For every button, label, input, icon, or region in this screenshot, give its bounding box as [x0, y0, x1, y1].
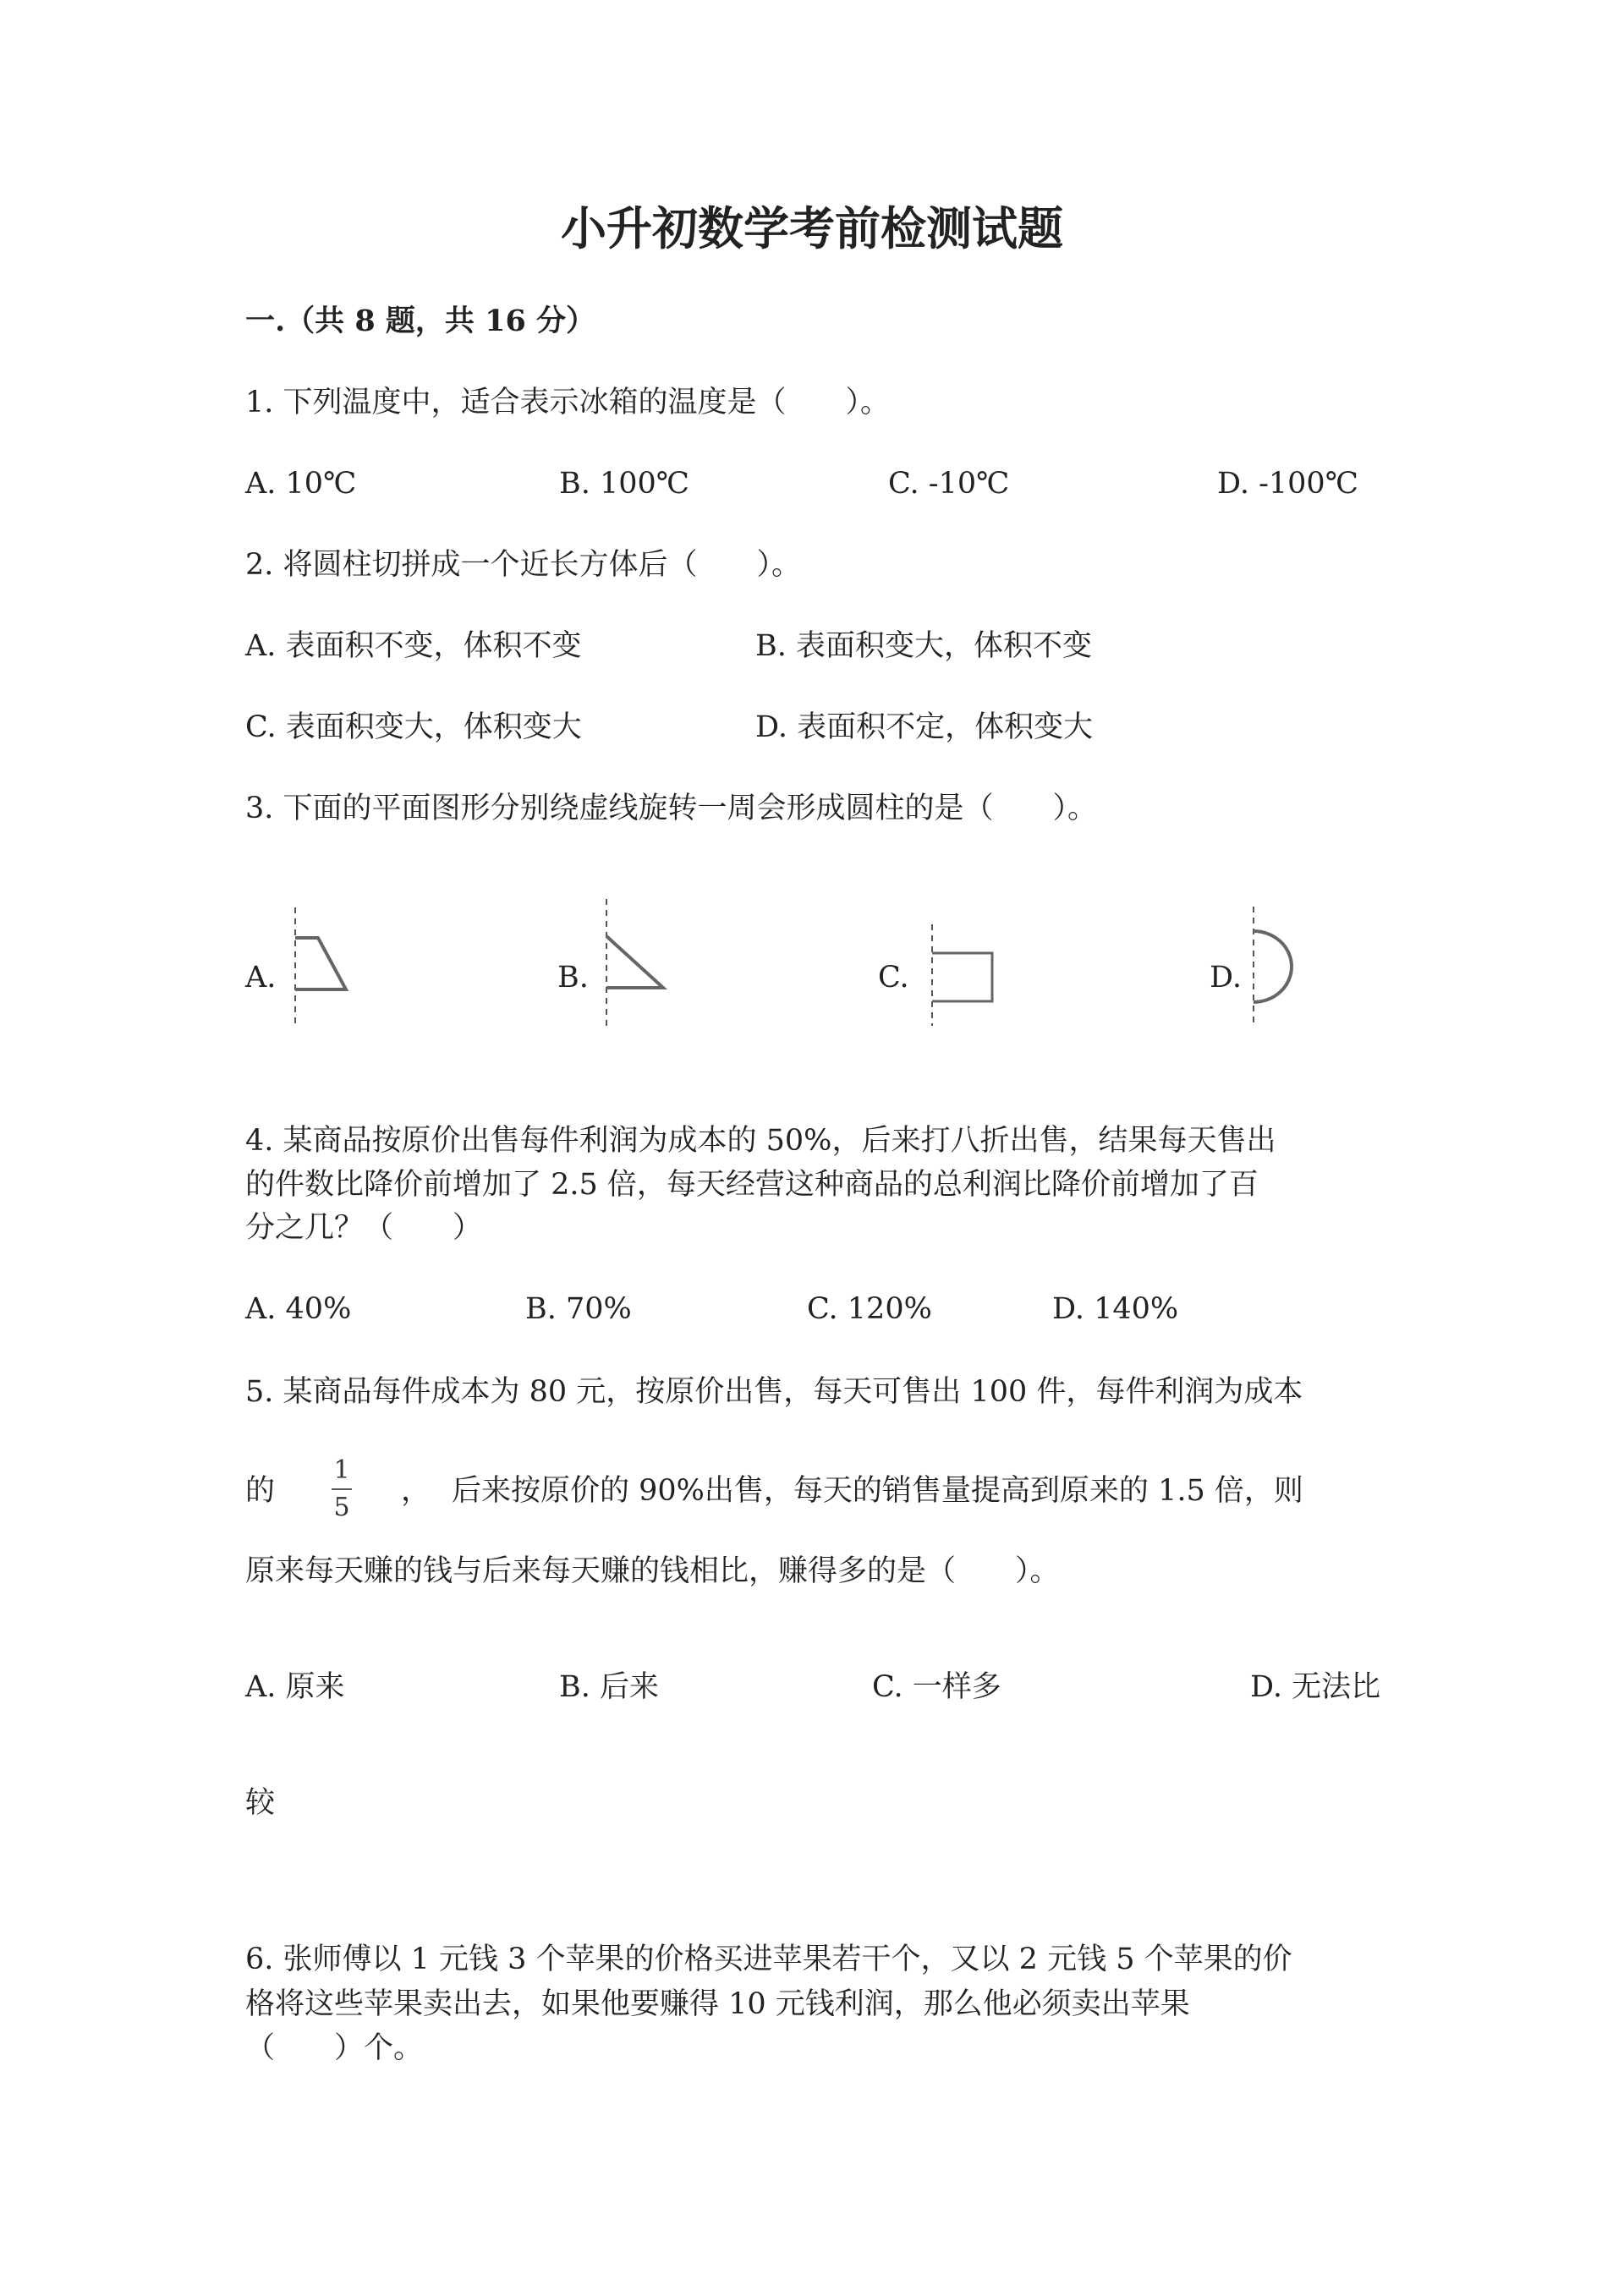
q5-option-d: D. 无法比 — [1250, 1670, 1381, 1704]
triangle-shape — [606, 936, 663, 988]
question-1-stem: 1. 下列温度中，适合表示冰箱的温度是（ ）。 — [245, 386, 891, 419]
question-3-stem: 3. 下面的平面图形分别绕虚线旋转一周会形成圆柱的是（ ）。 — [245, 792, 1098, 825]
q4-option-c: C. 120% — [807, 1292, 932, 1326]
rectangle-shape — [932, 953, 992, 1001]
q2-option-c: C. 表面积变大，体积变大 — [245, 710, 582, 744]
q4-option-b: B. 70% — [525, 1292, 632, 1326]
q2-option-d: D. 表面积不定，体积变大 — [755, 710, 1094, 744]
fraction-bar — [332, 1488, 352, 1490]
q3-option-c: C. — [878, 961, 909, 995]
question-5-line-3: 原来每天赚的钱与后来每天赚的钱相比，赚得多的是（ ）。 — [245, 1554, 1060, 1588]
q1-option-a: A. 10℃ — [245, 467, 357, 501]
section-heading: 一.（共 8 题，共 16 分） — [245, 304, 595, 338]
q1-option-b: B. 100℃ — [559, 467, 689, 501]
question-5-line-2-pre: 的 — [245, 1474, 276, 1508]
q4-option-a: A. 40% — [245, 1292, 352, 1326]
page-title: 小升初数学考前检测试题 — [561, 201, 1063, 255]
question-4-line-3: 分之几？（ ） — [245, 1211, 483, 1245]
q2-option-b: B. 表面积变大，体积不变 — [755, 629, 1092, 663]
fraction-one-fifth — [326, 1456, 357, 1522]
q2-option-a: A. 表面积不变，体积不变 — [245, 629, 582, 663]
trapezoid-shape — [295, 938, 346, 989]
q3-option-a: A. — [245, 961, 277, 995]
question-6-line-2: 格将这些苹果卖出去，如果他要赚得 10 元钱利润，那么他必须卖出苹果 — [245, 1987, 1190, 2021]
q3-option-b: B. — [557, 961, 589, 995]
question-5-line-2-post: 后来按原价的 90%出售，每天的销售量提高到原来的 1.5 倍，则 — [452, 1474, 1303, 1508]
q3-option-d: D. — [1210, 961, 1242, 995]
q5-option-d-wrap: 较 — [245, 1786, 276, 1820]
fraction-numerator: 1 — [333, 1455, 350, 1485]
fraction-denominator: 5 — [333, 1493, 350, 1522]
question-5-line-1: 5. 某商品每件成本为 80 元，按原价出售，每天可售出 100 件，每件利润为成本 — [245, 1375, 1303, 1409]
q1-option-d: D. -100℃ — [1217, 467, 1358, 501]
question-6-line-1: 6. 张师傅以 1 元钱 3 个苹果的价格买进苹果若干个，又以 2 元钱 5 个苹果的价 — [245, 1943, 1292, 1976]
question-2-stem: 2. 将圆柱切拼成一个近长方体后（ ）。 — [245, 548, 802, 582]
question-4-line-2: 的件数比降价前增加了 2.5 倍，每天经营这种商品的总利润比降价前增加了百 — [245, 1168, 1259, 1202]
q5-option-b: B. 后来 — [559, 1670, 659, 1704]
question-5-comma: ， — [401, 1474, 431, 1508]
q1-option-c: C. -10℃ — [888, 467, 1010, 501]
question-6-line-3: （ ）个。 — [245, 2031, 424, 2065]
semicircle-shape — [1254, 931, 1292, 1002]
q3-figures — [0, 0, 1624, 1099]
question-4-line-1: 4. 某商品按原价出售每件利润为成本的 50%，后来打八折出售，结果每天售出 — [245, 1124, 1276, 1158]
q4-option-d: D. 140% — [1052, 1292, 1179, 1326]
q5-option-c: C. 一样多 — [872, 1670, 1001, 1704]
q5-option-a: A. 原来 — [245, 1670, 345, 1704]
